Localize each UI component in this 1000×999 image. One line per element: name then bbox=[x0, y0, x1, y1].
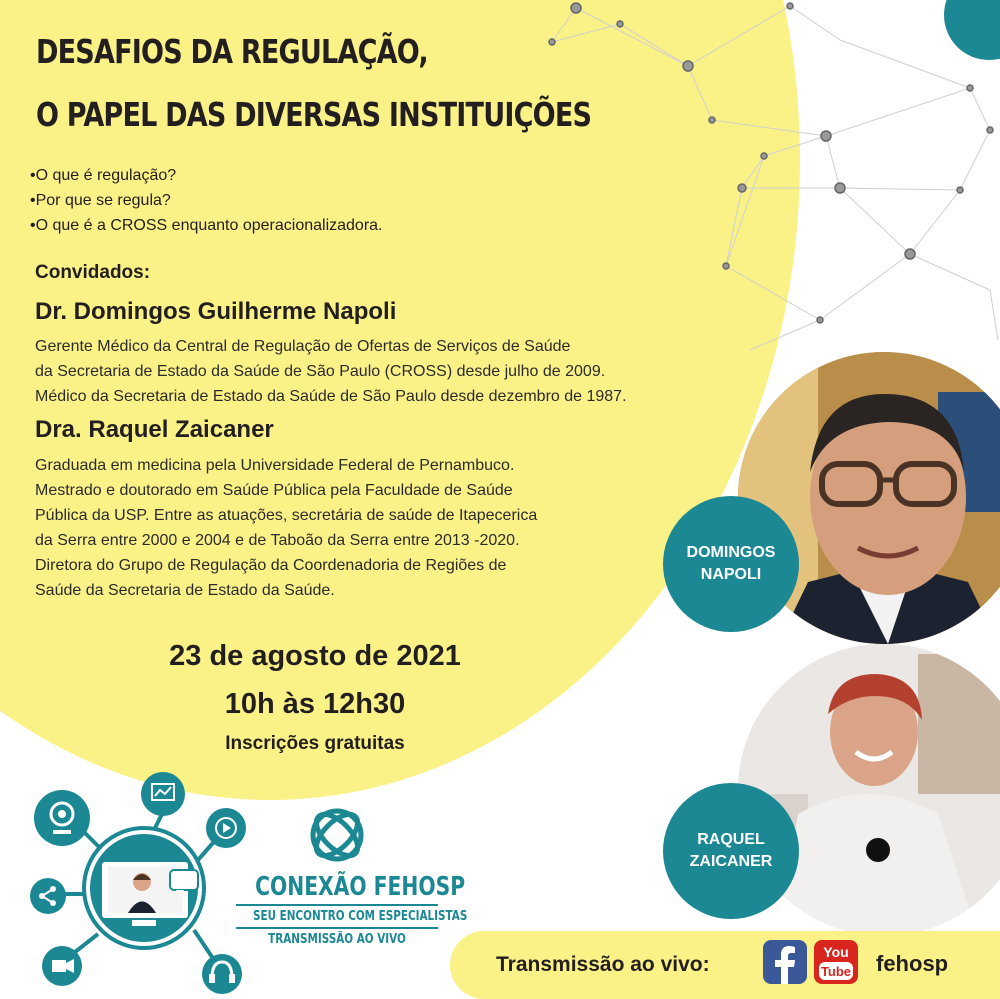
bio-line: da Serra entre 2000 e 2004 e de Taboão da Serra entre 2013 -2020. bbox=[35, 532, 520, 549]
guest-bio-domingos bbox=[35, 334, 627, 409]
bio-line: Pública da USP. Entre as atuações, secretária de saúde de Itapecerica bbox=[35, 507, 538, 524]
youtube-glyph bbox=[814, 940, 858, 984]
brand-block bbox=[232, 800, 468, 948]
bio-line: Graduada em medicina pela Universidade Federal de Pernambuco. bbox=[35, 457, 515, 474]
share-icon bbox=[30, 878, 66, 914]
brand-divider bbox=[236, 904, 438, 906]
bio-line: Diretora do Grupo de Regulação da Coordenadoria de Regiões de bbox=[35, 557, 507, 574]
youtube-text-top: You bbox=[823, 944, 849, 960]
facebook-icon[interactable] bbox=[763, 940, 807, 984]
badge-raquel-line1: RAQUEL bbox=[697, 831, 765, 848]
stream-label: Transmissão ao vivo: bbox=[496, 953, 710, 976]
brand-divider bbox=[236, 927, 438, 929]
badge-domingos bbox=[663, 496, 799, 632]
social-handle[interactable]: fehosp bbox=[876, 951, 949, 976]
guest-bio-raquel bbox=[35, 453, 537, 603]
topic-bullets bbox=[30, 163, 383, 238]
bullet-item: •Por que se regula? bbox=[30, 192, 171, 209]
guests-heading: Convidados: bbox=[35, 262, 151, 283]
bio-line: Mestrado e doutorado em Saúde Pública pela Faculdade de Saúde bbox=[35, 482, 513, 499]
bullet-item: •O que é regulação? bbox=[30, 167, 177, 184]
brand-tagline-1: SEU ENCONTRO COM ESPECIALISTAS bbox=[253, 909, 468, 924]
bio-line: da Secretaria de Estado da Saúde de São Paulo (CROSS) desde julho de 2009. bbox=[35, 363, 606, 380]
headphones-icon bbox=[202, 954, 242, 994]
youtube-icon[interactable] bbox=[814, 940, 858, 984]
facebook-glyph bbox=[763, 940, 807, 984]
bio-line: Gerente Médico da Central de Regulação de Ofertas de Serviços de Saúde bbox=[35, 338, 571, 355]
bio-line: Médico da Secretaria de Estado da Saúde de São Paulo desde dezembro de 1987. bbox=[35, 388, 627, 405]
camera-icon bbox=[42, 946, 82, 986]
brand-tagline-2: TRANSMISSÃO AO VIVO bbox=[268, 932, 406, 947]
badge-domingos-line2: NAPOLI bbox=[700, 566, 762, 583]
brand-name: CONEXÃO FEHOSP bbox=[255, 872, 466, 902]
badge-domingos-line1: DOMINGOS bbox=[686, 544, 776, 561]
youtube-text-bottom: Tube bbox=[820, 964, 852, 979]
webcam-icon bbox=[34, 790, 90, 846]
fehosp-logo-icon bbox=[302, 800, 372, 870]
event-time: 10h às 12h30 bbox=[224, 688, 406, 720]
bio-line: Saúde da Secretaria de Estado da Saúde. bbox=[35, 582, 335, 599]
guest-name-raquel: Dra. Raquel Zaicaner bbox=[35, 416, 274, 443]
guest-name-domingos: Dr. Domingos Guilherme Napoli bbox=[35, 298, 397, 325]
title-line-2: O PAPEL DAS DIVERSAS INSTITUIÇÕES bbox=[36, 95, 592, 134]
presentation-icon bbox=[141, 772, 185, 816]
bullet-item: •O que é a CROSS enquanto operacionalizadora. bbox=[30, 217, 383, 234]
network-pattern bbox=[520, 0, 1000, 360]
badge-raquel-line2: ZAICANER bbox=[689, 853, 773, 870]
title-line-1: DESAFIOS DA REGULAÇÃO, bbox=[36, 32, 428, 71]
event-date: 23 de agosto de 2021 bbox=[169, 640, 461, 672]
signup-note: Inscrições gratuitas bbox=[225, 733, 405, 754]
badge-raquel bbox=[663, 783, 799, 919]
